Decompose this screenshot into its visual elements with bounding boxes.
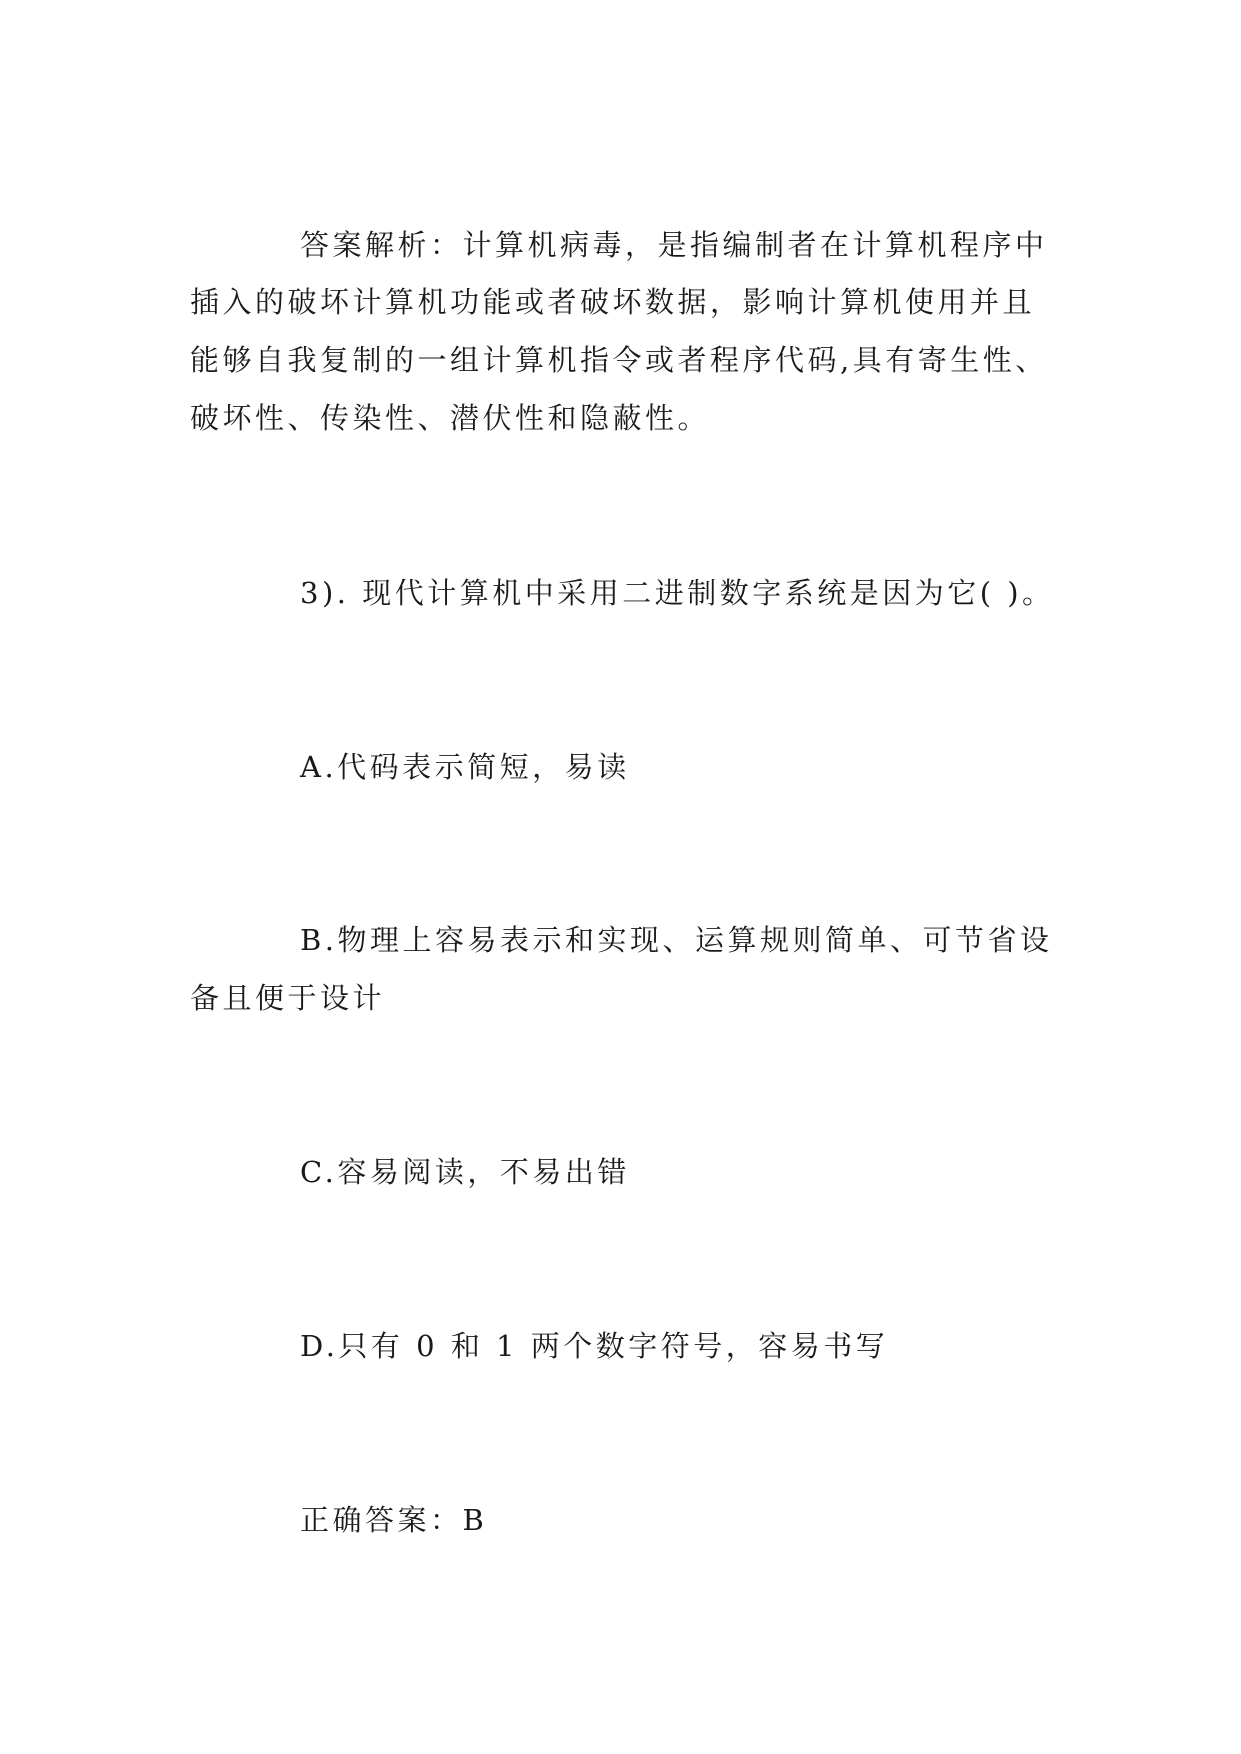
- explanation-line: 能够自我复制的一组计算机指令或者程序代码,具有寄生性、: [190, 343, 1048, 377]
- option-c: C.容易阅读，不易出错: [300, 1155, 630, 1189]
- explanation-line: 插入的破坏计算机功能或者破坏数据，影响计算机使用并且: [190, 285, 1036, 319]
- option-a: A.代码表示简短，易读: [300, 750, 630, 784]
- option-b-continuation: 备且便于设计: [190, 981, 386, 1015]
- question-stem: 3). 现代计算机中采用二进制数字系统是因为它( )。: [300, 576, 1055, 610]
- option-d: D.只有 0 和 1 两个数字符号，容易书写: [300, 1329, 889, 1363]
- explanation-line: 破坏性、传染性、潜伏性和隐蔽性。: [190, 401, 711, 435]
- option-b: B.物理上容易表示和实现、运算规则简单、可节省设: [300, 923, 1053, 957]
- correct-answer: 正确答案：B: [300, 1503, 488, 1537]
- explanation-line: 答案解析：计算机病毒，是指编制者在计算机程序中: [300, 228, 1048, 262]
